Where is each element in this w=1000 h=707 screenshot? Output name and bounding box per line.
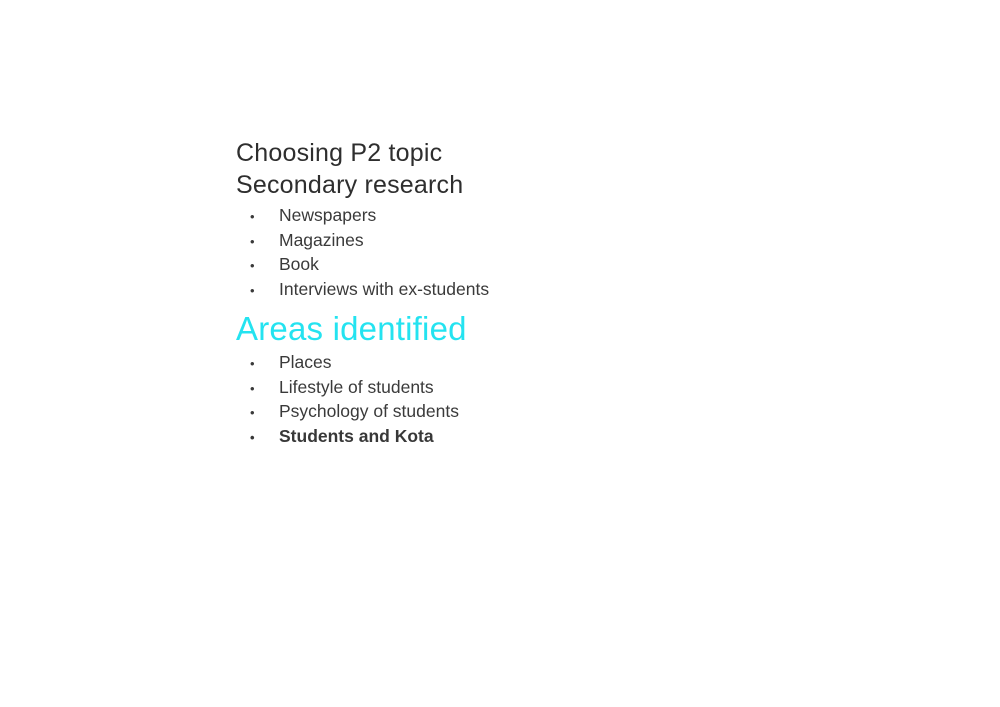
list-item-label: Magazines: [279, 229, 364, 250]
bullet-icon: •: [250, 258, 255, 274]
list-item-label: Places: [279, 351, 332, 372]
bullet-icon: •: [250, 429, 255, 445]
bullet-icon: •: [250, 355, 255, 371]
secondary-research-list: [236, 204, 836, 303]
list-item: [236, 351, 836, 376]
list-item-label: Newspapers: [279, 205, 377, 225]
list-item: [236, 425, 836, 450]
bullet-icon: •: [250, 283, 255, 299]
heading-secondary-research: Secondary research: [236, 170, 464, 199]
list-item-label: Book: [279, 254, 319, 275]
list-item: [236, 376, 836, 401]
list-item-label: Lifestyle of students: [279, 376, 434, 397]
heading-areas-identified: Areas identified: [236, 309, 467, 347]
bullet-icon: •: [250, 405, 255, 421]
heading-choosing-topic: Choosing P2 topic: [236, 139, 443, 167]
list-item: [236, 278, 836, 303]
list-item: [236, 253, 836, 278]
areas-identified-list: [236, 351, 836, 450]
list-item: [236, 400, 836, 425]
bullet-icon: •: [250, 233, 255, 249]
list-item-label: Interviews with ex-students: [279, 279, 490, 300]
list-item-label: Students and Kota: [279, 425, 434, 446]
list-item: [236, 229, 836, 254]
bullet-icon: •: [250, 380, 255, 396]
list-item-label: Psychology of students: [279, 401, 459, 422]
bullet-icon: •: [250, 209, 255, 224]
slide-content: [236, 138, 836, 450]
list-item: [236, 204, 836, 229]
